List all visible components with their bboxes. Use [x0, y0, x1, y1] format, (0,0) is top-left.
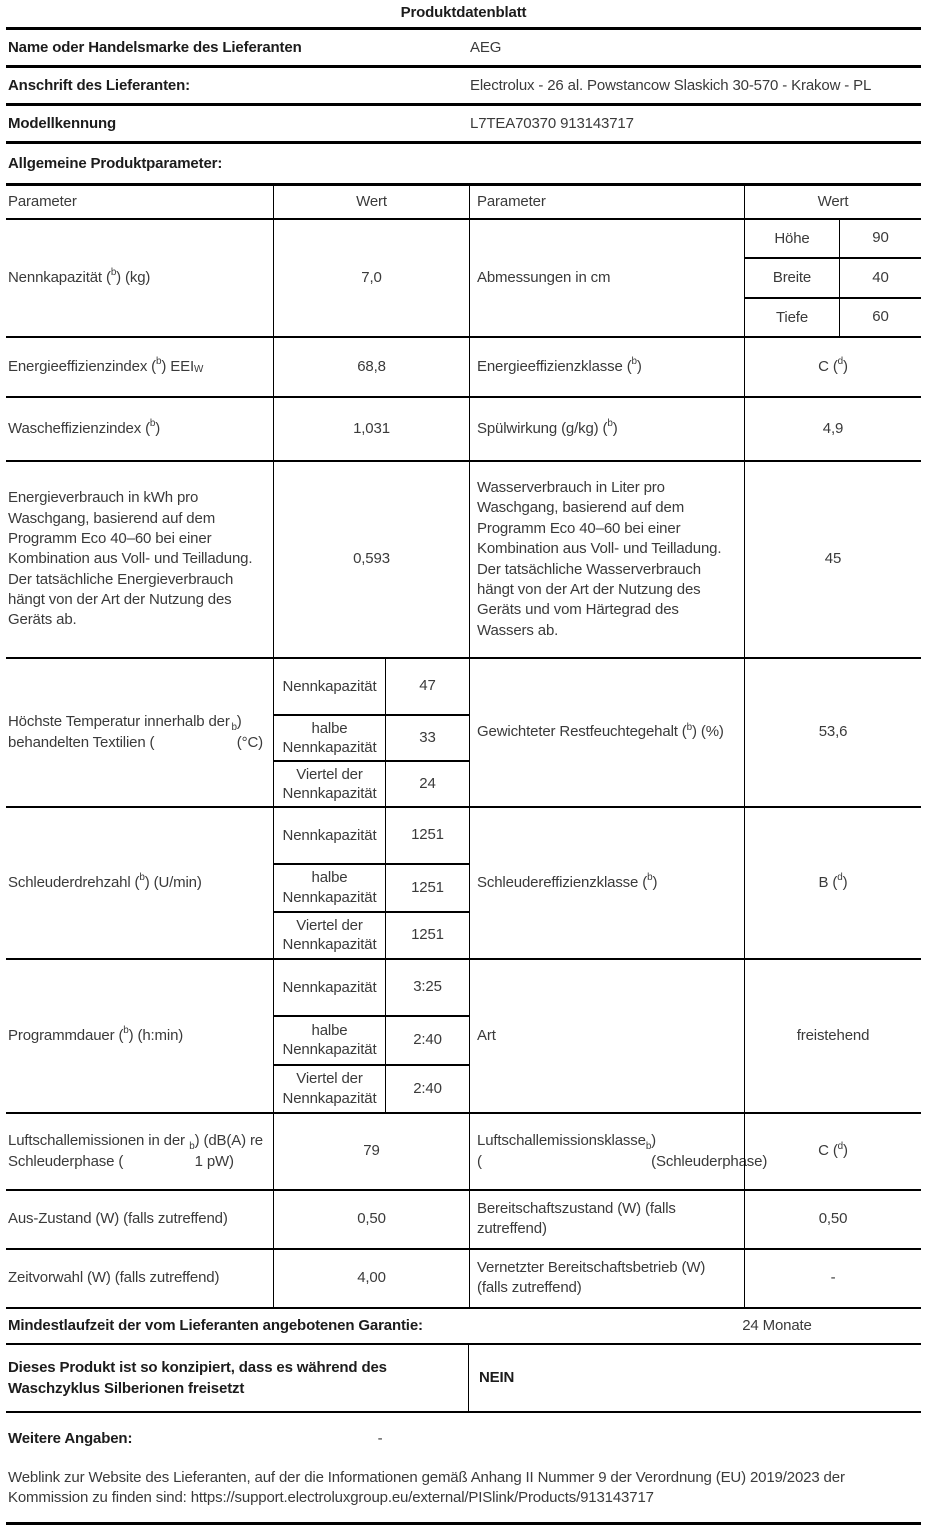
supplier-address-value: Electrolux - 26 al. Powstancow Slaskich 30-570 - Krakow - PL: [470, 77, 872, 94]
param-label: Abmessungen in cm: [469, 220, 744, 336]
sub-label: Viertel der Nennkapazität: [274, 762, 386, 806]
param-value: 53,6: [744, 659, 921, 806]
supplier-name-row: [6, 27, 921, 65]
sub-value: 33: [419, 728, 436, 746]
row-delay-start: [6, 1250, 921, 1309]
row-program-duration: [6, 960, 921, 1114]
param-value: 68,8: [273, 338, 469, 396]
silver-ion-row: [6, 1345, 921, 1413]
sub-row: [274, 865, 469, 913]
row-off-mode: [6, 1191, 921, 1250]
sub-row: [274, 960, 469, 1017]
warranty-label: Mindestlaufzeit der vom Lieferanten angebotenen Garantie:: [8, 1317, 423, 1335]
param-value: 0,593: [273, 462, 469, 657]
param-value: 0,50: [744, 1191, 921, 1248]
param-label: Nennkapazität ( $^b$ ) (kg): [8, 267, 151, 286]
param-label: Bereitschaftszustand (W) (falls zutreffend): [469, 1191, 744, 1248]
spin-speed-sub-table: [273, 808, 469, 958]
row-spin-speed: [6, 808, 921, 960]
sub-value: 3:25: [413, 978, 442, 996]
sub-row: [274, 659, 469, 716]
param-value: 79: [273, 1114, 469, 1189]
sub-label: halbe Nennkapazität: [274, 865, 386, 911]
sub-label: Nennkapazität: [274, 659, 386, 714]
sub-value: 1251: [411, 878, 444, 896]
param-label: Energieeffizienzklasse ( $^b$ ): [469, 338, 744, 396]
sub-value: 47: [419, 677, 436, 695]
section-heading: Allgemeine Produktparameter:: [6, 141, 921, 183]
param-label: Gewichteter Restfeuchtegehalt ( $^b$ ) (%): [469, 659, 744, 806]
sub-label: Nennkapazität: [274, 960, 386, 1015]
param-value: -: [744, 1250, 921, 1307]
param-value: C ( $^d$ ): [744, 1114, 921, 1189]
sub-row: [274, 913, 469, 959]
silver-ion-value: NEIN: [468, 1345, 921, 1411]
supplier-address-label: Anschrift des Lieferanten:: [8, 77, 190, 94]
weblink-paragraph: Weblink zur Website des Lieferanten, auf der die Informationen gemäß Anhang II Nummer 9 der Verordnung (EU) 2019/2023 der Kommission zu finden sind: https://support.electroluxgroup.eu/external/PISlink/Products/913143717: [8, 1468, 845, 1507]
param-label: Energieverbrauch in kWh pro Waschgang, basierend auf dem Programm Eco 40–60 bei einer Kombination aus Voll- und Teilladung. Der tatsächliche Energieverbrauch hängt von der Art der Nutzung des Geräts ab.: [8, 489, 253, 629]
sub-label: halbe Nennkapazität: [274, 716, 386, 760]
supplier-address-row: [6, 65, 921, 103]
supplier-name-label: Name oder Handelsmarke des Lieferanten: [8, 39, 302, 56]
col-header-parameter-right: Parameter: [469, 186, 744, 218]
param-value: freistehend: [744, 960, 921, 1112]
additional-info-value: -: [377, 1430, 383, 1448]
param-label: Spülwirkung (g/kg) ( $^b$ ): [469, 398, 744, 460]
row-max-temperature: [6, 659, 921, 808]
warranty-value: 24 Monate: [742, 1317, 812, 1335]
page-title: Produktdatenblatt: [400, 4, 527, 21]
param-value: 7,0: [273, 220, 469, 336]
param-label: Aus-Zustand (W) (falls zutreffend): [8, 1210, 228, 1228]
row-energy-efficiency: [6, 338, 921, 398]
sub-label: Nennkapazität: [274, 808, 386, 863]
model-id-label: Modellkennung: [8, 115, 117, 132]
param-label: Art: [469, 960, 744, 1112]
bottom-rule: [6, 1522, 921, 1525]
sub-label: Höhe: [745, 220, 840, 257]
param-label: Luftschallemissionsklasse ( $^b$ ) (Schleuderphase): [469, 1114, 744, 1189]
col-header-parameter-left: Parameter: [8, 192, 77, 210]
param-label: Energieeffizienzindex ( $^b$ ) EEI $_W$: [8, 356, 204, 375]
sub-label: Viertel der Nennkapazität: [274, 913, 386, 959]
table-header-row: [6, 186, 921, 220]
param-label: Programmdauer ( $^b$ ) (h:min): [8, 1025, 184, 1044]
col-header-wert-right: Wert: [744, 186, 921, 218]
sub-value: 2:40: [413, 1031, 442, 1049]
sub-row: [274, 1066, 469, 1113]
sub-value: 2:40: [413, 1079, 442, 1097]
param-label: Schleudereffizienzklasse ( $^b$ ): [469, 808, 744, 958]
temperature-sub-table: [273, 659, 469, 806]
param-value: B ( $^d$ ): [744, 808, 921, 958]
sub-value: 60: [872, 308, 889, 326]
sub-row: [274, 762, 469, 806]
sub-value: 24: [419, 774, 436, 792]
sub-value: 90: [872, 229, 889, 247]
param-value: 4,9: [744, 398, 921, 460]
param-label: Wascheffizienzindex ( $^b$ ): [8, 418, 161, 437]
row-noise-emissions: [6, 1114, 921, 1191]
param-value: 0,50: [273, 1191, 469, 1248]
sub-row: [274, 808, 469, 865]
additional-info-label: Weitere Angaben:: [8, 1430, 133, 1448]
sub-label: Breite: [745, 259, 840, 296]
param-value: 45: [744, 462, 921, 657]
duration-sub-table: [273, 960, 469, 1112]
parameters-table: [6, 183, 921, 1309]
param-label: Wasserverbrauch in Liter pro Waschgang, basierend auf dem Programm Eco 40–60 bei einer Kombination aus Voll- und Teilladung. Der tatsächliche Wasserverbrauch hängt von der Art der Nutzung des Geräts und vom Härtegrad des Wassers ab.: [469, 462, 744, 657]
param-value: 4,00: [273, 1250, 469, 1307]
sub-row: [274, 716, 469, 762]
silver-ion-label: Dieses Produkt ist so konzipiert, dass es während des Waschzyklus Silberionen freisetzt: [8, 1358, 387, 1397]
dimensions-sub-table: [744, 220, 921, 336]
param-label: Luftschallemissionen in der Schleuderphase ( $^b$ ) (dB(A) re 1 pW): [8, 1132, 263, 1170]
sub-row-tiefe: [745, 299, 921, 336]
param-label: Schleuderdrehzahl ( $^b$ ) (U/min): [8, 872, 202, 891]
param-label: Zeitvorwahl (W) (falls zutreffend): [8, 1268, 220, 1286]
sub-value: 1251: [411, 926, 444, 944]
sub-row-breite: [745, 259, 921, 298]
warranty-row: [6, 1309, 921, 1345]
row-energy-water-consumption: [6, 462, 921, 659]
supplier-name-value: AEG: [470, 39, 502, 56]
col-header-wert-left: Wert: [273, 186, 469, 218]
param-label: Höchste Temperatur innerhalb der behandelten Textilien ( $^b$ ) (°C): [8, 713, 264, 751]
sub-row: [274, 1017, 469, 1066]
sub-label: Viertel der Nennkapazität: [274, 1066, 386, 1113]
sub-row-hoehe: [745, 220, 921, 259]
sub-label: halbe Nennkapazität: [274, 1017, 386, 1064]
param-label: Vernetzter Bereitschaftsbetrieb (W) (falls zutreffend): [469, 1250, 744, 1307]
sub-label: Tiefe: [745, 299, 840, 336]
sub-value: 40: [872, 268, 889, 286]
param-value: C ( $^d$ ): [744, 338, 921, 396]
model-id-value: L7TEA70370 913143717: [470, 115, 634, 132]
row-wash-efficiency: [6, 398, 921, 462]
additional-info-row: [6, 1413, 921, 1453]
param-value: 1,031: [273, 398, 469, 460]
row-capacity-dimensions: [6, 220, 921, 338]
model-id-row: [6, 103, 921, 141]
sub-value: 1251: [411, 826, 444, 844]
